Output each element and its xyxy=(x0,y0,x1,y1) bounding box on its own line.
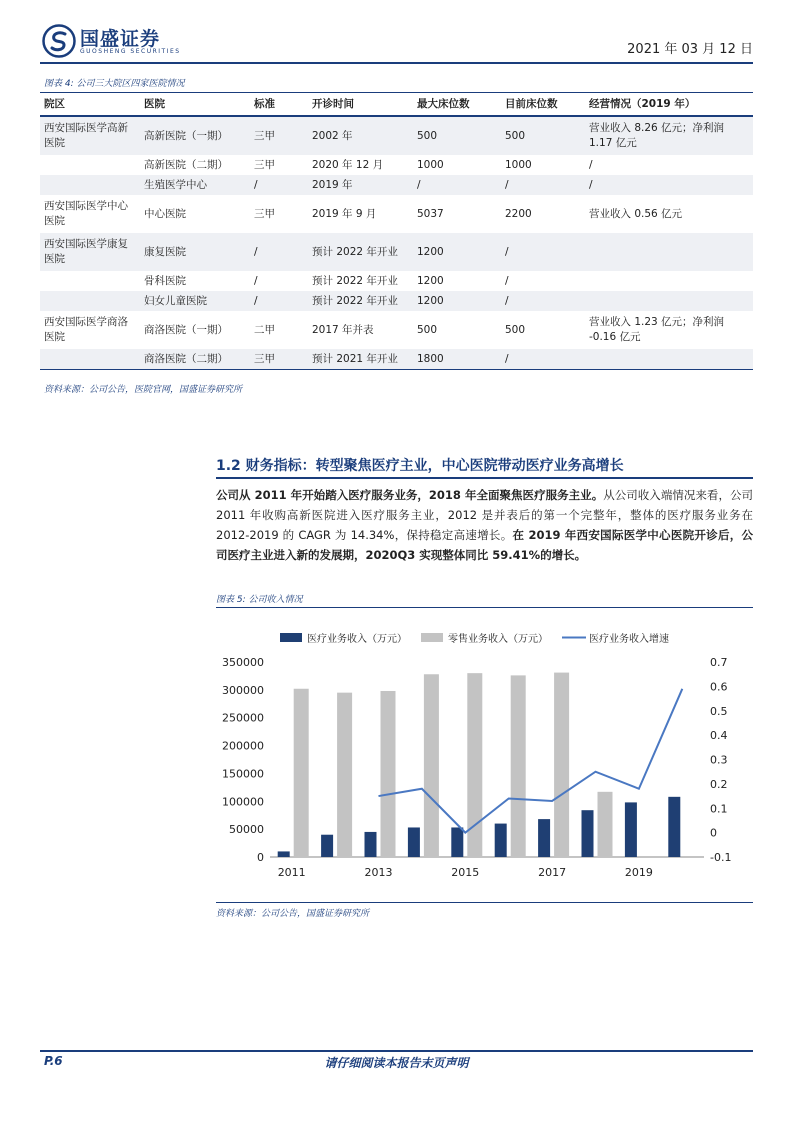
y-left-tick-label: 100000 xyxy=(222,795,264,809)
y-left-tick-label: 250000 xyxy=(222,711,264,725)
table-row xyxy=(40,271,753,291)
medical-revenue-bar xyxy=(321,835,333,857)
header-cell: 院区 xyxy=(40,93,140,116)
cell-ops: 营业收入 8.26 亿元；净利润 1.17 亿元 xyxy=(585,116,753,155)
section-title: 1.2 财务指标：转型聚焦医疗主业，中心医院带动医疗业务高增长 xyxy=(216,458,624,474)
retail-revenue-bar xyxy=(424,674,439,857)
cell-cur-beds: 500 xyxy=(505,323,526,336)
cell-open: 预计 2022 年开业 xyxy=(308,233,413,271)
cell-open: 预计 2022 年开业 xyxy=(312,274,398,287)
cell-cur-beds: / xyxy=(501,291,585,311)
legend-label: 医疗业务收入（万元） xyxy=(307,634,407,645)
table-caption: 图表 4: 公司三大院区四家医院情况 xyxy=(44,79,185,89)
cell-max-beds: 1200 xyxy=(413,291,501,311)
header-cell: 医院 xyxy=(140,93,250,116)
cell-grade: / xyxy=(250,291,308,311)
cell-district xyxy=(40,349,140,370)
y-right-tick-label: 0.7 xyxy=(710,656,728,669)
cell-hospital: 商洛医院（二期） xyxy=(140,349,250,370)
medical-revenue-bar xyxy=(451,827,463,857)
medical-revenue-bar xyxy=(495,824,507,857)
medical-revenue-bar xyxy=(278,851,290,857)
section-divider xyxy=(216,477,753,479)
y-right-tick-label: 0.4 xyxy=(710,729,728,743)
y-right-tick-label: 0.6 xyxy=(710,680,728,694)
cell-ops: / xyxy=(585,175,753,195)
cell-open: 2019 年 9 月 xyxy=(312,207,377,220)
cell-ops xyxy=(585,271,753,291)
cell-hospital: 康复医院 xyxy=(140,233,250,271)
cell-cur-beds: 500 xyxy=(501,116,585,155)
y-left-tick-label: 300000 xyxy=(222,683,264,697)
footer-divider xyxy=(40,1050,753,1052)
table-row xyxy=(40,291,753,311)
legend-label: 零售业务收入（万元） xyxy=(448,634,548,645)
cell-max-beds: 1200 xyxy=(413,233,501,271)
medical-revenue-bar xyxy=(408,827,420,857)
y-left-tick-label: 0 xyxy=(257,851,264,864)
x-tick-label: 2019 xyxy=(624,866,653,879)
retail-revenue-bar xyxy=(598,792,613,857)
cell-cur-beds: 2200 xyxy=(505,207,532,220)
revenue-chart xyxy=(216,612,753,900)
cell-cur-beds: / xyxy=(501,349,585,370)
figure-source: 资料来源：公司公告，国盛证券研究所 xyxy=(216,909,370,919)
table-header-row xyxy=(40,93,753,116)
cell-district xyxy=(40,271,140,291)
medical-revenue-bar xyxy=(625,802,637,857)
report-date: 2021 年 03 月 12 日 xyxy=(627,42,753,57)
cell-ops xyxy=(585,349,753,370)
cell-grade: / xyxy=(250,175,308,195)
x-tick-label: 2017 xyxy=(538,866,567,879)
cell-ops: 营业收入 0.56 亿元 xyxy=(589,207,683,220)
cell-ops xyxy=(585,233,753,271)
cell-grade: 三甲 xyxy=(250,116,308,155)
cell-max-beds: / xyxy=(413,175,501,195)
cell-hospital: 商洛医院（一期） xyxy=(144,323,228,336)
y-left-tick-label: 150000 xyxy=(222,767,264,781)
table-source: 资料来源：公司公告，医院官网，国盛证券研究所 xyxy=(44,385,243,395)
cell-district xyxy=(40,175,140,195)
cell-cur-beds: / xyxy=(501,233,585,271)
para-bold-2: 在 2019 年西安国际医学中心医院开诊后，公司医疗主业进入新的发展期，2020Q3 实现整体同比 59.41%的增长。 xyxy=(216,528,754,562)
cell-district xyxy=(40,291,140,311)
header-cell: 标准 xyxy=(250,93,308,116)
y-left-tick-label: 350000 xyxy=(222,656,264,669)
cell-ops xyxy=(585,291,753,311)
cell-open: 2017 年并表 xyxy=(312,323,374,336)
cell-hospital: 骨科医院 xyxy=(144,274,186,287)
hospital-table xyxy=(40,93,753,370)
legend-swatch xyxy=(421,633,443,642)
para-normal: 从公司收入端情况来看，公司 2011 年收购高新医院进入医疗服务主业，2012 是并表后的第一个完整年，整体的医疗服务业务在 2012-2019 的 CAGR 为 14.34%，保持稳定高速增长。 xyxy=(216,488,753,542)
cell-hospital: 妇女儿童医院 xyxy=(140,291,250,311)
y-left-tick-label: 200000 xyxy=(222,739,264,753)
y-right-tick-label: -0.1 xyxy=(710,851,732,864)
brand-name: 国盛证券 xyxy=(80,28,161,50)
cell-cur-beds: 1000 xyxy=(505,158,532,171)
x-tick-label: 2015 xyxy=(451,866,480,879)
cell-max-beds: 1200 xyxy=(417,274,444,287)
table-row xyxy=(40,175,753,195)
medical-revenue-bar xyxy=(538,819,550,857)
table-row xyxy=(40,233,753,271)
y-right-tick-label: 0.2 xyxy=(710,777,728,791)
cell-max-beds: 500 xyxy=(413,116,501,155)
legend-label: 医疗业务收入增速 xyxy=(589,634,669,645)
cell-open: 2019 年 xyxy=(308,175,413,195)
chart-legend xyxy=(280,632,669,645)
cell-max-beds: 5037 xyxy=(417,207,444,220)
medical-revenue-bar xyxy=(365,832,377,857)
y-right-tick-label: 0.3 xyxy=(710,753,728,767)
para-bold-1: 公司从 2011 年开始踏入医疗服务业务，2018 年全面聚焦医疗服务主业。 xyxy=(216,488,604,502)
cell-open: 预计 2022 年开业 xyxy=(308,291,413,311)
retail-revenue-bar xyxy=(554,673,569,857)
cell-open: 预计 2021 年开业 xyxy=(308,349,413,370)
cell-grade: / xyxy=(250,233,308,271)
cell-grade: 三甲 xyxy=(254,158,275,171)
table-row xyxy=(40,155,753,175)
cell-max-beds: 1800 xyxy=(413,349,501,370)
figure-bottom-rule xyxy=(216,902,753,903)
table-row xyxy=(40,195,753,233)
y-right-tick-label: 0.1 xyxy=(710,802,728,816)
section-paragraph xyxy=(216,485,753,565)
cell-district xyxy=(40,155,140,175)
x-tick-label: 2011 xyxy=(277,866,306,879)
cell-max-beds: 500 xyxy=(417,323,438,336)
medical-revenue-bar xyxy=(668,797,680,857)
table-row xyxy=(40,349,753,370)
cell-district: 西安国际医学高新医院 xyxy=(40,116,140,155)
brand-name-en: GUOSHENG SECURITIES xyxy=(80,48,181,55)
retail-revenue-bar xyxy=(337,693,352,857)
page-number: P.6 xyxy=(44,1054,63,1068)
y-right-tick-label: 0.5 xyxy=(710,704,728,718)
header-cell: 目前床位数 xyxy=(501,93,585,116)
cell-grade: 三甲 xyxy=(254,207,275,220)
header-cell: 开诊时间 xyxy=(308,93,413,116)
figure-caption: 图表 5: 公司收入情况 xyxy=(216,595,303,605)
retail-revenue-bar xyxy=(511,675,526,857)
table-row xyxy=(40,116,753,155)
cell-cur-beds: / xyxy=(501,175,585,195)
cell-district: 西安国际医学中心医院 xyxy=(44,200,128,227)
header-cell: 经营情况（2019 年） xyxy=(585,93,753,116)
retail-revenue-bar xyxy=(381,691,396,857)
cell-grade: 二甲 xyxy=(254,323,275,336)
logo-icon xyxy=(42,24,76,58)
header-cell: 最大床位数 xyxy=(413,93,501,116)
footer-note: 请仔细阅读本报告末页声明 xyxy=(324,1056,469,1070)
y-left-tick-label: 50000 xyxy=(229,823,264,837)
x-tick-label: 2013 xyxy=(364,866,393,879)
cell-ops: / xyxy=(589,158,593,171)
cell-hospital: 高新医院（一期） xyxy=(140,116,250,155)
figure-top-rule xyxy=(216,607,753,608)
cell-hospital: 生殖医学中心 xyxy=(140,175,250,195)
cell-hospital: 高新医院（二期） xyxy=(144,158,228,171)
chart-bars xyxy=(278,673,681,857)
table-row xyxy=(40,311,753,349)
legend-swatch xyxy=(280,633,302,642)
cell-open: 2002 年 xyxy=(308,116,413,155)
cell-district: 西安国际医学康复医院 xyxy=(40,233,140,271)
cell-ops: 营业收入 1.23 亿元；净利润 -0.16 亿元 xyxy=(589,316,725,343)
header-divider xyxy=(40,62,753,64)
medical-revenue-bar xyxy=(582,810,594,857)
cell-open: 2020 年 12 月 xyxy=(312,158,384,171)
cell-district: 西安国际医学商洛医院 xyxy=(44,316,128,343)
cell-grade: / xyxy=(254,274,258,287)
cell-max-beds: 1000 xyxy=(417,158,444,171)
cell-hospital: 中心医院 xyxy=(144,207,186,220)
retail-revenue-bar xyxy=(294,689,309,857)
cell-cur-beds: / xyxy=(505,274,509,287)
y-right-tick-label: 0 xyxy=(710,826,717,840)
cell-grade: 三甲 xyxy=(250,349,308,370)
